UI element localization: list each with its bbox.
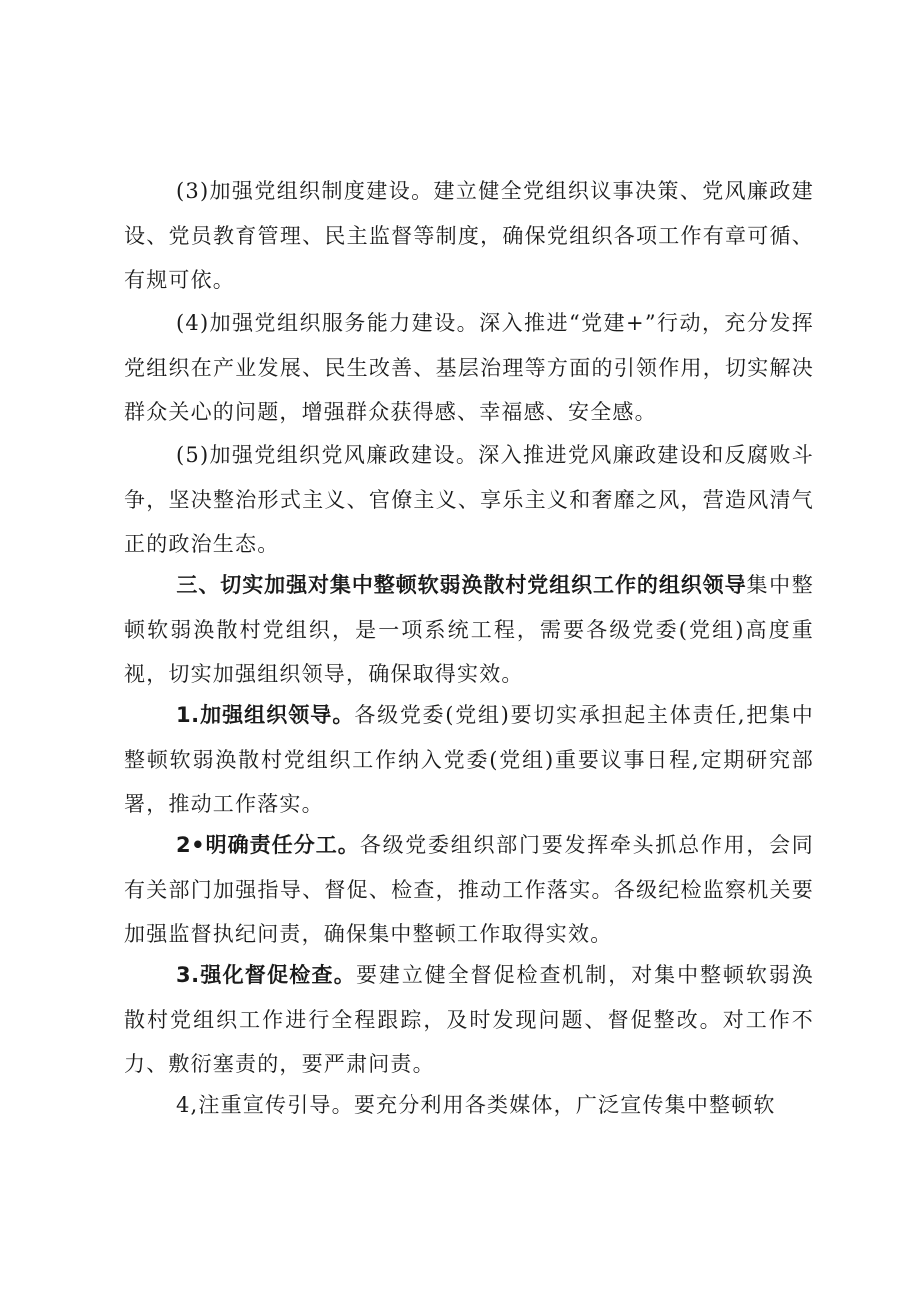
paragraph-text: (4)加强党组织服务能力建设。深入推进“党建+”行动，充分发挥党组织在产业发展、民生改善、基层治理等方面的引领作用，切实解决群众关心的问题，增强群众获得感、幸福感、安全感。: [124, 311, 814, 424]
paragraph-5-integrity: [124, 433, 814, 567]
item-3-supervision-inspection: [124, 953, 814, 1087]
paragraph-text: 各级党委(党组)要切实承担起主体责任,把集中整顿软弱涣散村党组织工作纳入党委(党组)重要议事日程,定期研究部署，推动工作落实。: [124, 703, 814, 816]
paragraph-text: (5)加强党组织党风廉政建设。深入推进党风廉政建设和反腐败斗争，坚决整治形式主义、官僚主义、享乐主义和奢靡之风，营造风清气正的政治生态。: [124, 443, 814, 556]
section-heading: 三、切实加强对集中整顿软弱涣散村党组织工作的组织领导: [176, 573, 747, 597]
paragraph-3-system-building: [124, 169, 814, 303]
paragraph-text: 4,注重宣传引导。要充分利用各类媒体，广泛宣传集中整顿软: [176, 1093, 776, 1117]
section-3-organizational-leadership: [124, 563, 814, 697]
item-4-publicity-guidance: [124, 1083, 814, 1128]
item-2-clarify-responsibilities: [124, 823, 814, 957]
paragraph-4-service-capacity: [124, 301, 814, 435]
paragraph-text: 要建立健全督促检查机制，对集中整顿软弱涣散村党组织工作进行全程跟踪，及时发现问题、督促整改。对工作不力、敷衍塞责的，要严肃问责。: [124, 963, 815, 1076]
item-heading: 3.强化督促检查。: [176, 963, 356, 987]
item-heading: 2•明确责任分工。: [176, 833, 360, 857]
paragraph-text: 各级党委组织部门要发挥牵头抓总作用，会同有关部门加强指导、督促、检查，推动工作落实。各级纪检监察机关要加强监督执纪问责，确保集中整顿工作取得实效。: [124, 833, 814, 946]
item-1-strengthen-leadership: [124, 693, 814, 827]
item-heading: 1.加强组织领导。: [176, 703, 355, 727]
paragraph-text: 集中整顿软弱涣散村党组织，是一项系统工程，需要各级党委(党组)高度重视，切实加强组织领导，确保取得实效。: [124, 573, 815, 686]
paragraph-text: (3)加强党组织制度建设。建立健全党组织议事决策、党风廉政建设、党员教育管理、民主监督等制度，确保党组织各项工作有章可循、有规可依。: [124, 179, 814, 292]
